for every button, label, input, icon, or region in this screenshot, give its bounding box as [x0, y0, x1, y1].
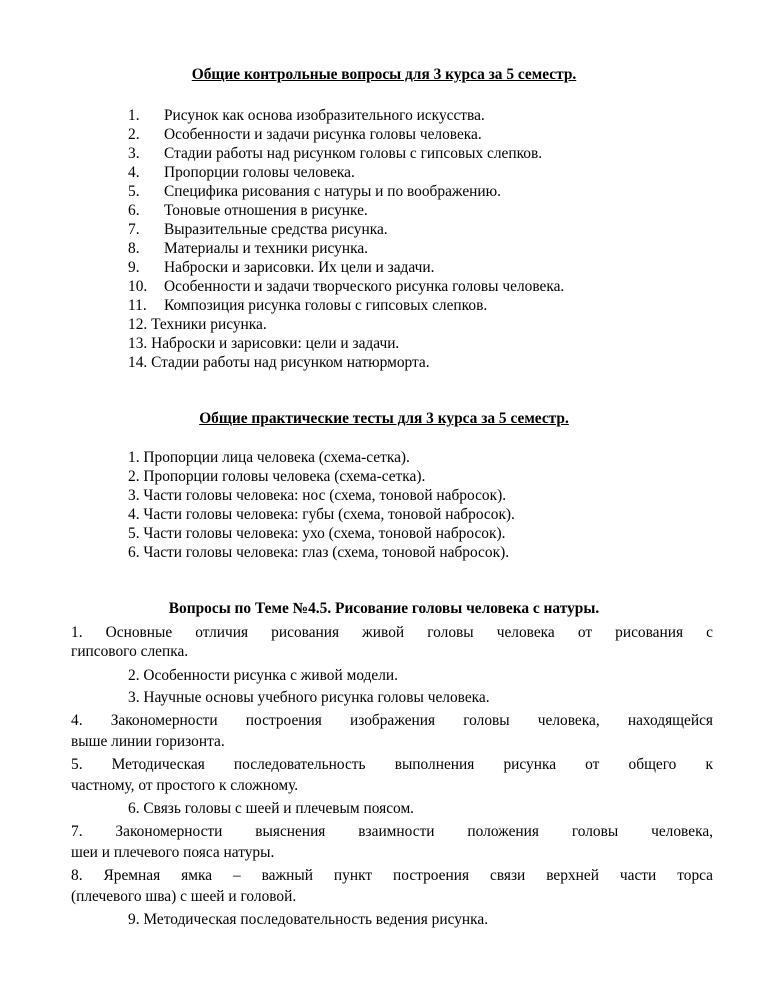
list-item: 4. Пропорции головы человека.	[128, 164, 355, 181]
question-9: 9. Методическая последовательность ведения рисунка.	[128, 911, 489, 928]
list-item: 6. Части головы человека: глаз (схема, тоновой набросок).	[128, 544, 510, 561]
question-4-line2: выше линии горизонта.	[71, 733, 225, 750]
question-2: 2. Особенности рисунка с живой модели.	[128, 667, 399, 684]
question-8-line1: 8. Яремная ямка – важный пункт построения связи верхней части торса	[71, 867, 713, 884]
section1-title: Общие контрольные вопросы для 3 курса за 5 семестр.	[191, 66, 577, 83]
question-8-line2: (плечевого шва) с шеей и головой.	[71, 888, 297, 905]
question-5-line2: частному, от простого к сложному.	[71, 777, 299, 794]
list-item: 7. Выразительные средства рисунка.	[128, 221, 388, 238]
list-item: 12. Техники рисунка.	[128, 316, 267, 333]
list-item: 2. Особенности и задачи рисунка головы человека.	[128, 126, 482, 143]
list-item: 11. Композиция рисунка головы с гипсовых слепков.	[128, 297, 488, 314]
list-item: 5. Специфика рисования с натуры и по воображению.	[128, 183, 501, 200]
list-item: 8. Материалы и техники рисунка.	[128, 240, 369, 257]
list-item: 9. Наброски и зарисовки. Их цели и задачи.	[128, 259, 435, 276]
question-1-line2: гипсового слепка.	[71, 643, 189, 660]
list-item: 10. Особенности и задачи творческого рисунка головы человека.	[128, 278, 565, 295]
question-6: 6. Связь головы с шеей и плечевым поясом.	[128, 800, 415, 817]
list-item: 6. Тоновые отношения в рисунке.	[128, 202, 368, 219]
list-item: 13. Наброски и зарисовки: цели и задачи.	[128, 335, 400, 352]
list-item: 1. Пропорции лица человека (схема-сетка).	[128, 449, 410, 466]
list-item: 3. Стадии работы над рисунком головы с гипсовых слепков.	[128, 145, 543, 162]
list-item: 3. Части головы человека: нос (схема, тоновой набросок).	[128, 487, 507, 504]
question-4-line1: 4. Закономерности построения изображения головы человека, находящейся	[71, 712, 713, 729]
question-1-line1: 1. Основные отличия рисования живой головы человека от рисования с	[71, 624, 713, 641]
question-7-line2: шеи и плечевого пояса натуры.	[71, 844, 275, 861]
question-7-line1: 7. Закономерности выяснения взаимности положения головы человека,	[71, 823, 713, 840]
list-item: 1. Рисунок как основа изобразительного искусства.	[128, 107, 485, 124]
list-item: 5. Части головы человека: ухо (схема, тоновой набросок).	[128, 525, 506, 542]
question-3: 3. Научные основы учебного рисунка головы человека.	[128, 689, 490, 706]
list-item: 4. Части головы человека: губы (схема, тоновой набросок).	[128, 506, 515, 523]
section2-title: Общие практические тесты для 3 курса за 5 семестр.	[199, 410, 569, 427]
list-item: 14. Стадии работы над рисунком натюрморта.	[128, 354, 430, 371]
question-5-line1: 5. Методическая последовательность выполнения рисунка от общего к	[71, 756, 713, 773]
list-item: 2. Пропорции головы человека (схема-сетка).	[128, 468, 426, 485]
section3-title: Вопросы по Теме №4.5. Рисование головы человека с натуры.	[168, 600, 600, 617]
